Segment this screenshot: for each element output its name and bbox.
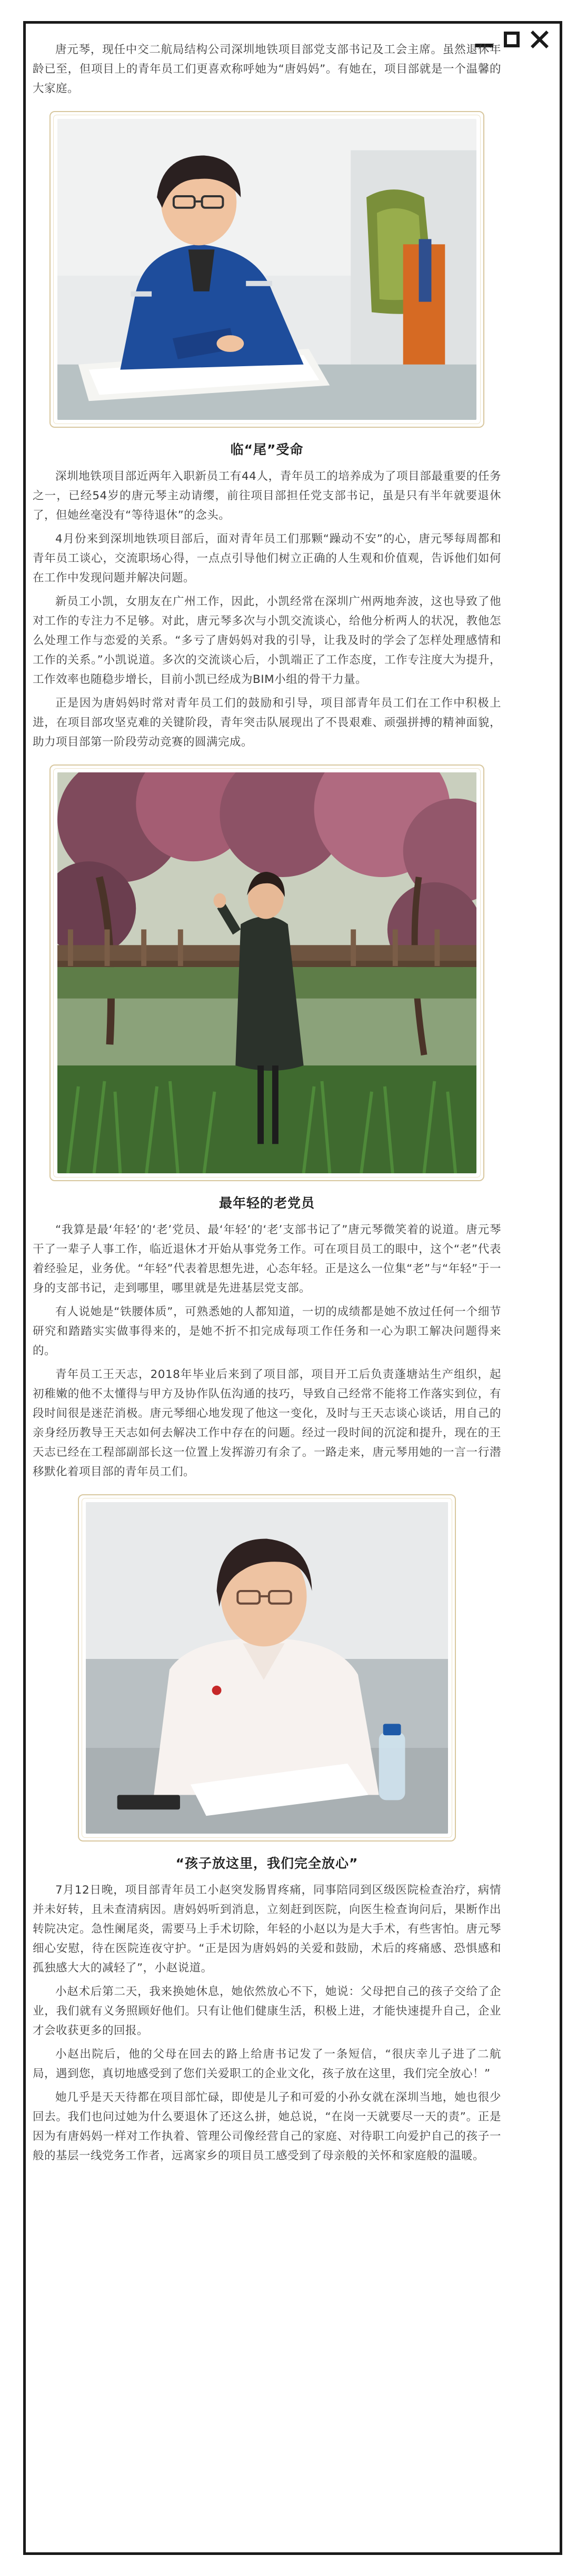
photo-office-worker (57, 119, 476, 420)
paragraph-5: 正是因为唐妈妈时常对青年员工们的鼓励和引导，项目部青年员工们在工作中积极上进，在项目部攻坚克难的关键阶段，青年突击队展现出了不畏艰难、顽强拼搏的精神面貌，助力项目部第一阶段劳动竞赛的圆满完成。 (33, 697, 501, 749)
paragraph-7: 有人说她是“铁腰体质”，可熟悉她的人都知道，一切的成绩都是她不放过任何一个细节研究和踏踏实实做事得来的，是她不折不扣完成每项工作任务和一心为职工解决问题得来的。 (33, 1305, 501, 1357)
photo-garden-woman (57, 772, 476, 1173)
paragraph-12: 她几乎是天天待都在项目部忙碌，即使是儿子和可爱的小孙女就在深圳当地，她也很少回去。我们也问过她为什么要退休了还这么拼，她总说，“在岗一天就要尽一天的责”。正是因为有唐妈妈一样对工作执着、管理公司像经营自己的家庭、对待职工向爱护自己的孩子一般的基层一线党务工作者，远离家乡的项目员工感受到了母亲般的关怀和家庭般的温暖。 (33, 2091, 501, 2162)
paragraph-8: 青年员工王天志，2018年毕业后来到了项目部，项目开工后负责蓬塘站生产组织，起初稚嫩的他不太懂得与甲方及协作队伍沟通的技巧，导致自己经常不能将工作落实到位，有段时间很是迷茫消极。唐元琴细心地发现了他这一变化，及时与王天志谈心谈话，用自己的亲身经历教导王天志如何去解决工作中存在的问题。经过一段时间的沉淀和提升，现在的王天志已经在工程部副部长这一位置上发挥游刃有余了。一路走来，唐元琴用她的一言一行潜移默化着项目部的青年员工们。 (33, 1368, 501, 1478)
close-icon[interactable] (530, 30, 549, 49)
photo-frame-3 (78, 1494, 456, 1842)
paragraph-9: 7月12日晚，项目部青年员工小赵突发肠胃疼痛，同事陪同到区级医院检查治疗，病情并未好转，且未查清病因。唐妈妈听到消息，立刻赶到医院，向医生检查询问后，果断作出转院决定。急性阑尾炎，需要马上手术切除，年轻的小赵以为是大手术，有些害怕。唐元琴细心安慰，待在医院连夜守护。“正是因为唐妈妈的关爱和鼓励，术后的疼痛感、恐惧感和孤独感大大的减轻了”，小赵说道。 (33, 1884, 501, 1975)
photo-desk-portrait (86, 1502, 448, 1834)
paragraph-6: “我算是最‘年轻’的‘老’党员、最‘年轻’的‘老’支部书记了”唐元琴微笑着的说道。唐元琴干了一辈子人事工作，临近退休才开始从事党务工作。可在项目员工的眼中，这个“老”代表着经验足，业务优。“年轻”代表着思想先进，心态年轻。正是这么一位集“老”与“年轻”于一身的支部书记，走到哪里，哪里就是先进基层党支部。 (33, 1223, 501, 1295)
photo-frame-1 (49, 111, 484, 428)
paragraph-10: 小赵术后第二天，我来换她休息，她依然放心不下，她说：父母把自己的孩子交给了企业，我们就有义务照顾好他们。只有让他们健康生活，积极上进，才能快速提升自己，企业才会收获更多的回报。 (33, 1985, 501, 2037)
section-heading-2: 最年轻的老党员 (218, 1195, 315, 1211)
article-content (33, 40, 501, 2170)
paragraph-intro: 唐元琴，现任中交二航局结构公司深圳地铁项目部党支部书记及工会主席。虽然退休年龄已至，但项目上的青年员工们更喜欢称呼她为“唐妈妈”。有她在，项目部就是一个温馨的大家庭。 (33, 43, 501, 95)
paragraph-2: 深圳地铁项目部近两年入职新员工有44人，青年员工的培养成为了项目部最重要的任务之一，已经54岁的唐元琴主动请缨，前往项目部担任党支部书记，虽是只有半年就要退休了，但她丝毫没有“等待退休”的念头。 (33, 470, 501, 522)
paragraph-3: 4月份来到深圳地铁项目部后，面对青年员工们那颗“躁动不安”的心，唐元琴每周都和青年员工谈心，交流职场心得，一点点引导他们树立正确的人生观和价值观，告诉他们如何在工作中发现问题并解决问题。 (33, 532, 501, 585)
section-heading-1: 临“尾”受命 (230, 442, 304, 457)
paragraph-4: 新员工小凯，女朋友在广州工作，因此，小凯经常在深圳广州两地奔波，这也导致了他对工作的专注力不足够。对此，唐元琴多次与小凯交流谈心，给他分析两人的状况，教他怎么处理工作与恋爱的关系。“多亏了唐妈妈对我的引导，让我及时的学会了怎样处理感情和工作的关系。”小凯说道。多次的交流谈心后，小凯端正了工作态度，工作专注度大为提升，工作效率也随稳步增长，目前小凯已经成为BIM小组的骨干力量。 (33, 595, 501, 686)
section-heading-3: “孩子放这里，我们完全放心” (175, 1856, 359, 1871)
maximize-icon[interactable] (504, 32, 520, 47)
paragraph-11: 小赵出院后，他的父母在回去的路上给唐书记发了一条短信，“很庆幸儿子进了二航局，遇到您，真切地感受到了您们关爱职工的企业文化，孩子放在这里，我们完全放心！” (33, 2048, 501, 2080)
photo-frame-2 (49, 764, 484, 1181)
